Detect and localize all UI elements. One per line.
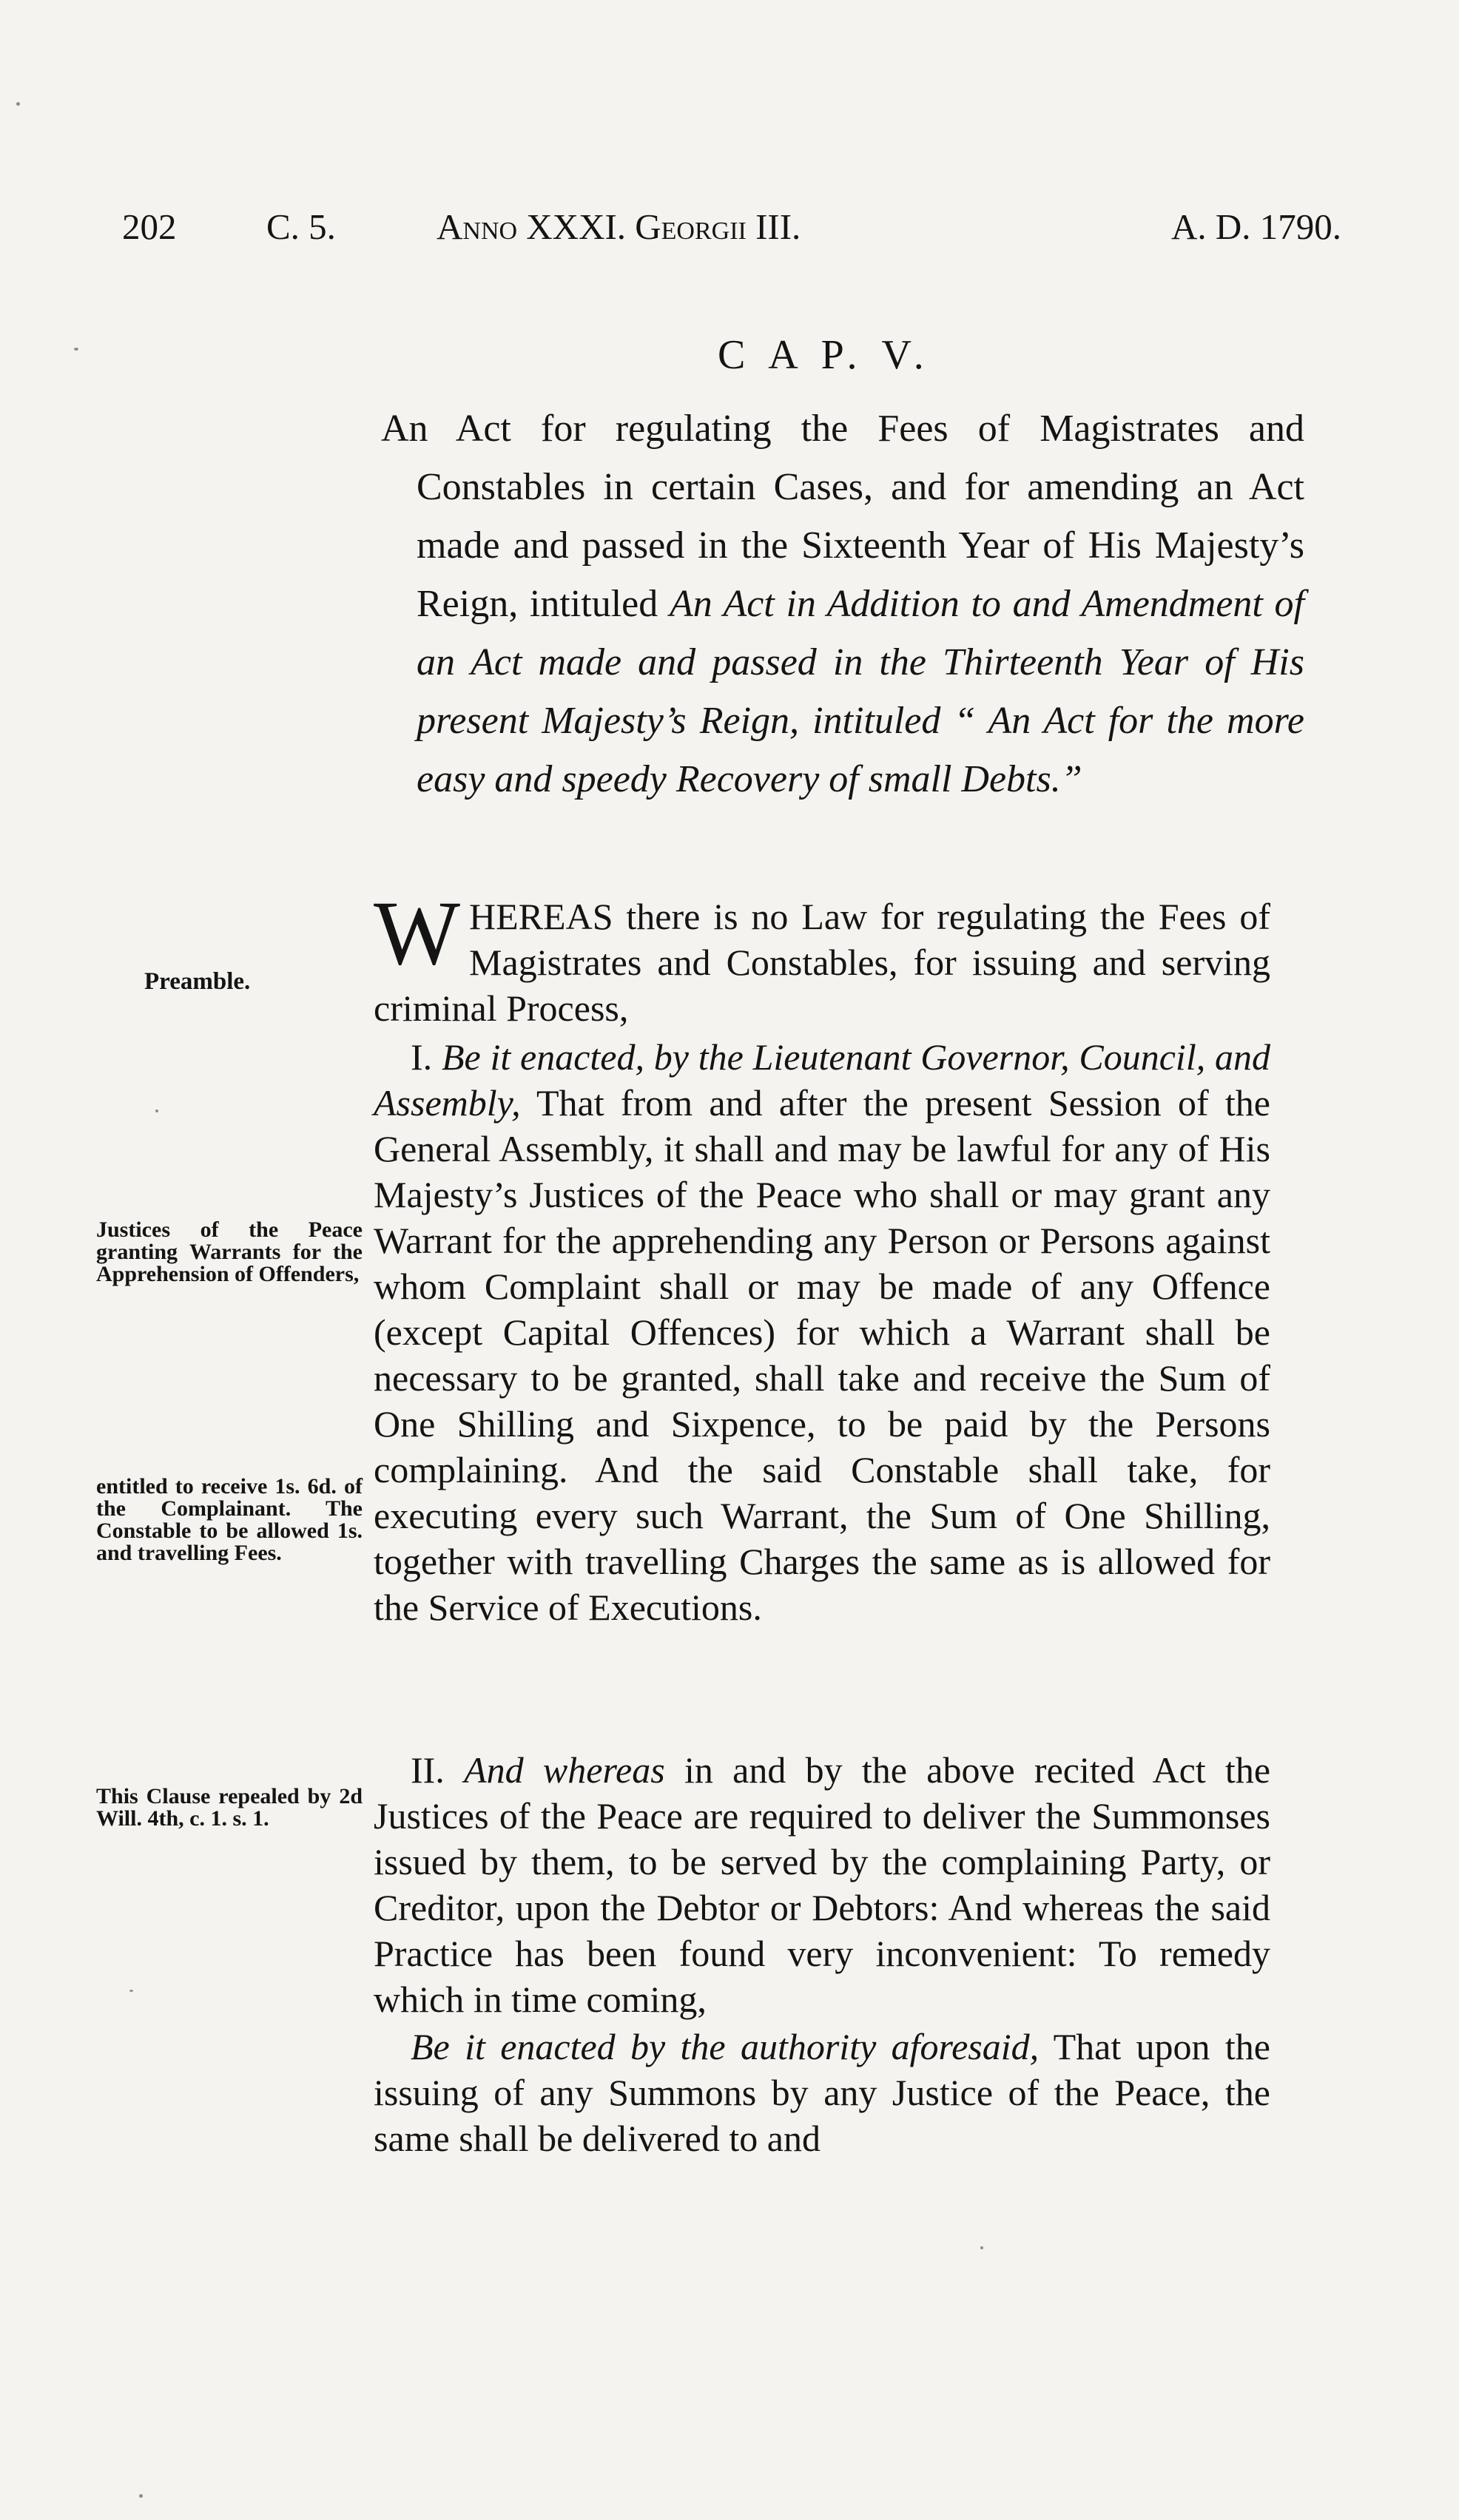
chapter-heading: C A P. V. xyxy=(718,332,931,378)
paper-speck xyxy=(74,348,78,351)
act-title-italic: An Act in Addition to and Amendment of an Act made and passed in the Thirteenth Year of His present Majesty’s Reign, intituled “ An Act for the more easy and speedy Recovery of small Debts.” xyxy=(417,583,1304,800)
drop-cap: W xyxy=(374,882,461,984)
paper-speck xyxy=(16,102,20,106)
paper-speck xyxy=(139,2494,143,2498)
regnal-year: Anno XXXI. Georgii III. xyxy=(437,206,801,247)
preamble-paragraph xyxy=(374,882,1270,1031)
paper-speck xyxy=(129,1990,133,1992)
calendar-year: A. D. 1790. xyxy=(1171,206,1342,247)
enactment-paragraph xyxy=(374,2024,1270,2161)
side-note-repealed: This Clause repealed by 2d Will. 4th, c. 1. s. 1. xyxy=(96,1784,363,1831)
section-two-italic: And whereas xyxy=(464,1749,665,1791)
side-note-preamble: Preamble. xyxy=(144,968,251,995)
section-one-text: That from and after the present Session of the General Assembly, it shall and may be lawful for any of His Majesty’s Justices of the Peace who shall or may grant any Warrant for the apprehending any Person or Persons against whom Complaint shall or may be made of any Offence (except Capital Offences) for which a Warrant shall be necessary to be granted, shall take and receive the Sum of One Shilling and Sixpence, to be paid by the Persons complaining. And the said Constable shall take, for executing every such Warrant, the Sum of One Shilling, together with travelling Charges the same as is allowed for the Service of Executions. xyxy=(374,1082,1270,1628)
section-two-number: II. xyxy=(411,1749,445,1791)
section-two-paragraph xyxy=(374,1747,1270,2022)
enactment-text: That upon the issuing of any Summons by any Justice of the Peace, the same shall be delivered to and xyxy=(374,2026,1270,2159)
act-title xyxy=(381,399,1304,808)
act-title-plain: An Act for regulating the Fees of Magistrates and Constables in certain Cases, and for amending an Act made and passed in the Sixteenth Year of His Majesty’s Reign, intituled xyxy=(381,408,1304,625)
side-note-fees: entitled to receive 1s. 6d. of the Complainant. The Constable to be allowed 1s. and travelling Fees. xyxy=(96,1474,363,1565)
paper-speck xyxy=(980,2246,983,2249)
enacting-clause: Be it enacted, by the Lieutenant Governor, Council, and Assembly, xyxy=(374,1036,1270,1124)
enactment-italic: Be it enacted by the authority aforesaid, xyxy=(411,2026,1040,2067)
preamble-text: HEREAS there is no Law for regulating the Fees of Magistrates and Constables, for issuing and serving criminal Process, xyxy=(374,896,1270,1029)
section-one-paragraph xyxy=(374,1034,1270,1630)
side-note-justices: Justices of the Peace granting Warrants for the Apprehension of Offenders, xyxy=(96,1217,363,1286)
page-number: 202 xyxy=(122,206,177,247)
section-one-number: I. xyxy=(411,1036,433,1078)
chapter-number: C. 5. xyxy=(266,206,336,247)
section-two-text: in and by the above recited Act the Justices of the Peace are required to deliver the Summonses issued by them, to be served by the complaining Party, or Creditor, upon the Debtor or Debtors: And whereas the said Practice has been found very inconvenient: To remedy which in time coming, xyxy=(374,1749,1271,2020)
running-head xyxy=(122,206,1342,257)
paper-speck xyxy=(155,1109,158,1112)
